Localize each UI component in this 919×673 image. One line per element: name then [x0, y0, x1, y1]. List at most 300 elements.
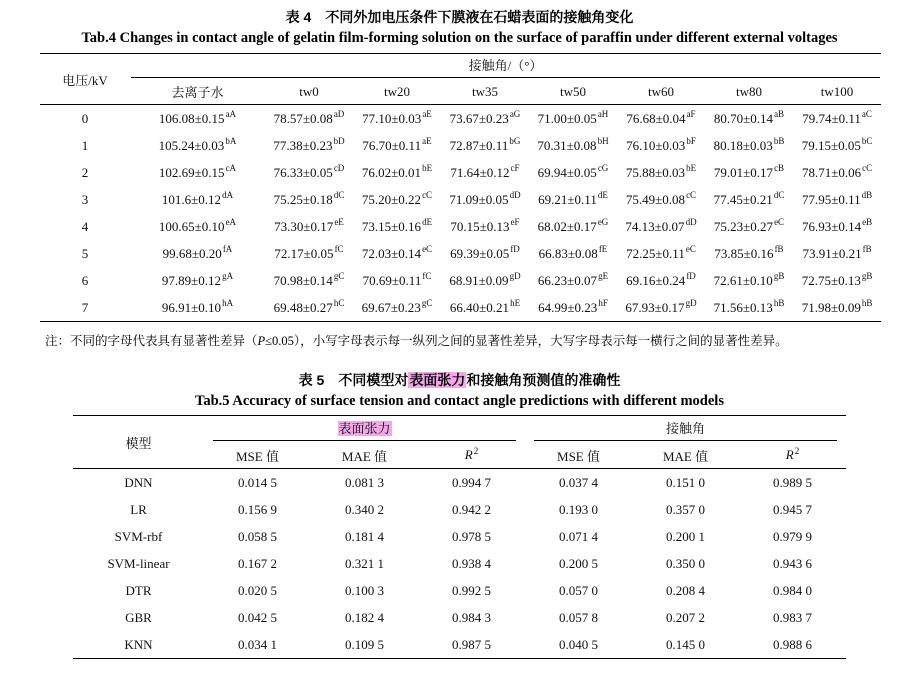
table5-body	[73, 469, 846, 659]
significance-superscript: hE	[510, 298, 521, 309]
angle-value: 72.03±0.14	[361, 245, 422, 261]
table4-group-header-row	[40, 54, 881, 80]
significance-superscript: cC	[862, 163, 873, 174]
metric-value-cell: 0.938 4	[452, 555, 491, 571]
table5-title-zh-prefix: 表 5 不同模型对	[298, 372, 409, 388]
significance-superscript: dC	[333, 190, 345, 201]
angle-value: 79.01±0.17	[713, 164, 774, 180]
voltage-cell: 4	[81, 218, 89, 234]
table4-column-header-tw20: tw20	[353, 79, 441, 105]
angle-value-cell	[441, 159, 529, 186]
voltage-cell: 2	[81, 164, 89, 180]
significance-superscript: aE	[422, 109, 432, 120]
table4	[40, 53, 881, 322]
table5-row	[73, 469, 846, 497]
significance-superscript: cD	[333, 163, 345, 174]
angle-value-cell	[265, 186, 353, 213]
angle-value: 75.20±0.22	[361, 191, 422, 207]
metric-header-mse-ca: MSE 值	[525, 442, 632, 469]
significance-superscript: gB	[861, 271, 873, 282]
angle-value: 70.15±0.13	[450, 218, 510, 234]
significance-superscript: gD	[509, 271, 521, 282]
angle-value-cell	[617, 213, 705, 240]
angle-value: 70.98±0.14	[273, 272, 333, 288]
metric-header-r2-ca	[739, 442, 846, 469]
angle-value: 75.88±0.03	[625, 164, 686, 180]
metric-value-cell: 0.151 0	[666, 474, 706, 490]
r-symbol: R	[785, 447, 794, 462]
angle-value: 66.83±0.08	[538, 245, 598, 261]
metric-value-cell: 0.193 0	[559, 501, 599, 517]
significance-superscript: fC	[422, 271, 432, 282]
metric-value-cell: 0.350 0	[666, 555, 706, 571]
angle-value-cell	[705, 105, 793, 133]
metric-value-cell: 0.020 5	[238, 582, 277, 598]
angle-value-cell	[793, 186, 881, 213]
angle-value-cell	[793, 132, 881, 159]
table4-row	[40, 105, 881, 133]
significance-superscript: hB	[861, 298, 873, 309]
metric-value-cell: 0.145 0	[666, 636, 706, 652]
angle-value: 69.39±0.05	[450, 245, 510, 261]
angle-value: 77.45±0.21	[713, 191, 773, 207]
metric-value-cell: 0.983 7	[773, 609, 813, 625]
angle-value: 76.33±0.05	[273, 164, 333, 180]
voltage-cell: 6	[81, 272, 89, 288]
table4-note	[45, 332, 919, 350]
metric-value-cell: 0.100 3	[345, 582, 384, 598]
table5-row	[73, 523, 846, 550]
angle-value-cell	[617, 267, 705, 294]
angle-value-cell	[705, 240, 793, 267]
angle-value-cell	[265, 159, 353, 186]
significance-superscript: aA	[225, 109, 237, 120]
angle-value-cell	[441, 105, 529, 133]
angle-value: 100.65±0.10	[158, 218, 225, 234]
table4-row	[40, 132, 881, 159]
significance-superscript: eE	[334, 217, 344, 228]
angle-value-cell	[705, 294, 793, 322]
angle-value: 102.69±0.15	[158, 164, 225, 180]
significance-superscript: eG	[597, 217, 609, 228]
angle-value-cell	[705, 186, 793, 213]
metric-header-r2-st	[418, 442, 525, 469]
metric-value-cell: 0.984 3	[452, 609, 491, 625]
angle-value-cell	[617, 132, 705, 159]
significance-superscript: aH	[597, 109, 609, 120]
angle-value-cell	[130, 159, 265, 186]
table4-row	[40, 213, 881, 240]
angle-value: 101.6±0.12	[161, 191, 222, 207]
angle-value-cell	[529, 132, 617, 159]
table5-row	[73, 496, 846, 523]
voltage-cell: 7	[81, 299, 89, 315]
angle-value-cell	[353, 159, 441, 186]
table4-row	[40, 159, 881, 186]
table5-row	[73, 550, 846, 577]
angle-value: 68.91±0.09	[449, 272, 509, 288]
angle-value: 69.67±0.23	[361, 299, 421, 315]
angle-value-cell	[705, 267, 793, 294]
angle-value-cell	[617, 159, 705, 186]
table4-title-zh: 表 4 不同外加电压条件下膜液在石蜡表面的接触角变化	[285, 9, 634, 25]
angle-value-cell	[617, 240, 705, 267]
significance-superscript: cG	[597, 163, 609, 174]
significance-superscript: bA	[225, 136, 237, 147]
table4-note-text: 注：不同的字母代表具有显著性差异（	[45, 334, 258, 348]
metric-value-cell: 0.979 9	[773, 528, 813, 544]
significance-superscript: aF	[686, 109, 696, 120]
angle-value-cell	[265, 132, 353, 159]
model-cell: LR	[130, 501, 147, 517]
angle-value: 97.89±0.12	[161, 272, 222, 288]
table5-group-surface-tension-cell	[204, 416, 525, 443]
metric-value-cell: 0.994 7	[452, 474, 491, 490]
significance-superscript: bG	[509, 136, 521, 147]
angle-value-cell	[353, 240, 441, 267]
metric-value-cell: 0.057 0	[559, 582, 599, 598]
angle-value-cell	[353, 294, 441, 322]
table4-column-header-deionized-water: 去离子水	[130, 79, 265, 105]
angle-value-cell	[529, 267, 617, 294]
angle-value-cell	[265, 105, 353, 133]
angle-value: 69.16±0.24	[626, 272, 686, 288]
table5-title-zh	[0, 363, 919, 390]
metric-value-cell: 0.989 5	[773, 474, 813, 490]
table4-column-header-tw100: tw100	[793, 79, 881, 105]
significance-superscript: bF	[686, 136, 696, 147]
significance-superscript: eF	[510, 217, 520, 228]
metric-value-cell: 0.037 4	[559, 474, 599, 490]
model-cell: DNN	[124, 474, 153, 490]
significance-superscript: fE	[598, 244, 608, 255]
angle-value: 71.09±0.05	[449, 191, 509, 207]
significance-superscript: dE	[597, 190, 608, 201]
model-cell: KNN	[124, 636, 153, 652]
angle-value: 77.38±0.23	[273, 137, 333, 153]
angle-value: 69.48±0.27	[273, 299, 333, 315]
model-cell: GBR	[125, 609, 152, 625]
angle-value: 67.93±0.17	[625, 299, 685, 315]
angle-value: 76.93±0.14	[801, 218, 862, 234]
significance-superscript: aB	[774, 109, 785, 120]
significance-superscript: eC	[422, 244, 433, 255]
significance-superscript: cC	[686, 190, 697, 201]
metric-value-cell: 0.167 2	[238, 555, 277, 571]
table4-note-text-cont: ≤0.05），小写字母表示每一纵列之间的显著性差异，大写字母表示每一横行之间的显著性差异。	[265, 334, 788, 348]
significance-superscript: fD	[686, 271, 696, 282]
angle-value-cell	[529, 294, 617, 322]
metric-value-cell: 0.182 4	[345, 609, 384, 625]
angle-value: 76.68±0.04	[626, 110, 686, 126]
significance-superscript: aC	[861, 109, 872, 120]
table4-voltage-header: 电压/kV	[40, 54, 130, 105]
angle-value: 68.02±0.17	[537, 218, 597, 234]
angle-value-cell	[265, 240, 353, 267]
table5-group-contact-angle-cell	[525, 416, 846, 443]
table4-column-header-tw35: tw35	[441, 79, 529, 105]
significance-superscript: fC	[334, 244, 344, 255]
table4-body	[40, 105, 881, 322]
angle-value: 69.21±0.11	[538, 191, 597, 207]
significance-superscript: dD	[685, 217, 697, 228]
metric-value-cell: 0.181 4	[345, 528, 384, 544]
angle-value-cell	[353, 186, 441, 213]
table4-column-header-tw0: tw0	[265, 79, 353, 105]
angle-value-cell	[353, 267, 441, 294]
angle-value: 64.99±0.23	[538, 299, 598, 315]
significance-superscript: eC	[685, 244, 696, 255]
table4-row	[40, 294, 881, 322]
significance-superscript: dC	[773, 190, 785, 201]
angle-value: 69.94±0.05	[537, 164, 597, 180]
significance-superscript: cF	[510, 163, 520, 174]
angle-value-cell	[441, 213, 529, 240]
significance-superscript: eB	[862, 217, 873, 228]
metric-value-cell: 0.340 2	[345, 501, 384, 517]
angle-value: 78.57±0.08	[273, 110, 333, 126]
significance-superscript: gC	[421, 298, 433, 309]
angle-value-cell	[705, 132, 793, 159]
angle-value-cell	[529, 159, 617, 186]
significance-superscript: hA	[222, 298, 234, 309]
angle-value-cell	[441, 186, 529, 213]
table4-row	[40, 240, 881, 267]
angle-value-cell	[265, 294, 353, 322]
table4-column-header-tw50: tw50	[529, 79, 617, 105]
metric-value-cell: 0.978 5	[452, 528, 491, 544]
table4-row	[40, 267, 881, 294]
angle-value-cell	[353, 132, 441, 159]
table5-row	[73, 604, 846, 631]
angle-value: 72.87±0.11	[449, 137, 509, 153]
metric-header-mae-st: MAE 值	[311, 442, 418, 469]
angle-value: 66.23±0.07	[537, 272, 598, 288]
significance-superscript: dB	[861, 190, 873, 201]
angle-value-cell	[441, 294, 529, 322]
significance-superscript: aE	[422, 136, 432, 147]
significance-superscript: aG	[509, 109, 521, 120]
metric-value-cell: 0.057 8	[559, 609, 599, 625]
metric-value-cell: 0.984 0	[773, 582, 813, 598]
metric-value-cell: 0.321 1	[345, 555, 384, 571]
angle-value-cell	[705, 159, 793, 186]
angle-value: 106.08±0.15	[158, 110, 225, 126]
significance-superscript: gB	[773, 271, 785, 282]
significance-superscript: fA	[222, 244, 233, 255]
significance-superscript: aD	[333, 109, 345, 120]
table5-group-contact-angle: 接触角	[534, 418, 837, 441]
angle-value: 71.00±0.05	[537, 110, 597, 126]
angle-value-cell	[265, 267, 353, 294]
angle-value: 77.10±0.03	[362, 110, 422, 126]
angle-value: 79.74±0.11	[802, 110, 861, 126]
table5-row	[73, 631, 846, 659]
significance-superscript: cC	[422, 190, 433, 201]
table4-note-p-symbol: P	[257, 334, 266, 348]
significance-superscript: bB	[773, 136, 785, 147]
significance-superscript: eA	[225, 217, 237, 228]
angle-value: 74.13±0.07	[625, 218, 685, 234]
table5-model-header: 模型	[73, 416, 204, 469]
metric-value-cell: 0.943 6	[773, 555, 813, 571]
significance-superscript: fB	[774, 244, 784, 255]
angle-value-cell	[130, 267, 265, 294]
angle-value: 70.31±0.08	[537, 137, 597, 153]
voltage-cell: 5	[81, 245, 89, 261]
angle-value-cell	[529, 240, 617, 267]
angle-value-cell	[529, 186, 617, 213]
angle-value-cell	[353, 213, 441, 240]
angle-value: 73.30±0.17	[274, 218, 334, 234]
angle-value: 71.56±0.13	[713, 299, 773, 315]
angle-value-cell	[130, 213, 265, 240]
table5-title-zh-suffix: 和接触角预测值的准确性	[466, 372, 621, 388]
angle-value: 75.23±0.27	[713, 218, 774, 234]
table4-row	[40, 186, 881, 213]
angle-value-cell	[793, 105, 881, 133]
significance-superscript: dA	[222, 190, 234, 201]
metric-value-cell: 0.109 5	[345, 636, 384, 652]
angle-value-cell	[793, 213, 881, 240]
angle-value: 72.25±0.11	[626, 245, 685, 261]
significance-superscript: gD	[685, 298, 697, 309]
angle-value-cell	[529, 213, 617, 240]
metric-value-cell: 0.156 9	[238, 501, 277, 517]
angle-value-cell	[441, 267, 529, 294]
table5-group-header-row	[73, 416, 846, 443]
r2-superscript: 2	[473, 445, 479, 456]
metric-value-cell: 0.034 1	[238, 636, 277, 652]
angle-value: 73.15±0.16	[361, 218, 422, 234]
angle-value: 73.67±0.23	[449, 110, 509, 126]
angle-value: 96.91±0.10	[161, 299, 222, 315]
table5-group-surface-tension	[213, 418, 516, 441]
metric-value-cell: 0.945 7	[773, 501, 813, 517]
angle-value: 105.24±0.03	[158, 137, 225, 153]
angle-value: 99.68±0.20	[162, 245, 222, 261]
metric-value-cell: 0.987 5	[452, 636, 491, 652]
angle-value-cell	[529, 105, 617, 133]
angle-value: 71.98±0.09	[801, 299, 861, 315]
angle-value: 75.25±0.18	[273, 191, 333, 207]
angle-value-cell	[793, 240, 881, 267]
angle-value: 73.85±0.16	[714, 245, 774, 261]
significance-superscript: eC	[774, 217, 785, 228]
significance-superscript: hB	[773, 298, 785, 309]
metric-header-mae-ca: MAE 值	[632, 442, 739, 469]
significance-superscript: bE	[686, 163, 697, 174]
angle-value: 76.70±0.11	[362, 137, 422, 153]
angle-value: 72.75±0.13	[801, 272, 861, 288]
significance-superscript: bD	[333, 136, 345, 147]
angle-value: 79.15±0.05	[801, 137, 861, 153]
table4-angle-group-header: 接触角/（°）	[131, 55, 880, 78]
angle-value-cell	[441, 132, 529, 159]
metric-value-cell: 0.200 5	[559, 555, 599, 571]
angle-value: 66.40±0.21	[449, 299, 510, 315]
significance-superscript: fD	[510, 244, 520, 255]
angle-value-cell	[793, 294, 881, 322]
table4-subheader-row	[40, 79, 881, 105]
metric-value-cell: 0.208 4	[666, 582, 706, 598]
angle-value-cell	[441, 240, 529, 267]
r-symbol: R	[464, 447, 473, 462]
significance-superscript: hF	[598, 298, 608, 309]
table5-title-en: Tab.5 Accuracy of surface tension and contact angle predictions with different models	[195, 393, 724, 409]
metric-value-cell: 0.040 5	[559, 636, 599, 652]
angle-value-cell	[705, 213, 793, 240]
model-cell: DTR	[125, 582, 152, 598]
significance-superscript: hC	[333, 298, 345, 309]
angle-value-cell	[617, 105, 705, 133]
metric-value-cell: 0.058 5	[238, 528, 277, 544]
angle-value-cell	[130, 132, 265, 159]
angle-value: 75.49±0.08	[625, 191, 686, 207]
significance-superscript: cB	[774, 163, 785, 174]
metric-value-cell: 0.992 5	[452, 582, 491, 598]
metric-value-cell: 0.071 4	[559, 528, 599, 544]
angle-value: 80.18±0.03	[713, 137, 773, 153]
metric-value-cell: 0.200 1	[666, 528, 706, 544]
metric-value-cell: 0.014 5	[238, 474, 277, 490]
metric-value-cell: 0.207 2	[666, 609, 706, 625]
model-cell: SVM-linear	[107, 555, 170, 571]
metric-header-mse-st: MSE 值	[204, 442, 311, 469]
metric-value-cell: 0.042 5	[238, 609, 277, 625]
significance-superscript: fB	[862, 244, 872, 255]
angle-value-cell	[793, 267, 881, 294]
metric-value-cell: 0.081 3	[345, 474, 384, 490]
angle-value: 72.61±0.10	[713, 272, 773, 288]
angle-value: 70.69±0.11	[362, 272, 422, 288]
angle-value-cell	[265, 213, 353, 240]
voltage-cell: 3	[81, 191, 89, 207]
metric-value-cell: 0.942 2	[452, 501, 491, 517]
voltage-cell: 0	[81, 110, 89, 126]
surface-tension-highlight: 表面张力	[338, 420, 391, 436]
voltage-cell: 1	[81, 137, 89, 153]
angle-value: 72.17±0.05	[274, 245, 334, 261]
significance-superscript: dE	[422, 217, 433, 228]
angle-value-cell	[130, 105, 265, 133]
table4-angle-group-header-cell	[130, 54, 881, 80]
significance-superscript: bE	[422, 163, 433, 174]
angle-value-cell	[353, 105, 441, 133]
significance-superscript: gA	[222, 271, 234, 282]
r2-superscript: 2	[794, 445, 800, 456]
angle-value-cell	[130, 294, 265, 322]
significance-superscript: bH	[597, 136, 609, 147]
angle-value: 78.71±0.06	[801, 164, 862, 180]
significance-superscript: bC	[861, 136, 873, 147]
angle-value: 76.10±0.03	[626, 137, 686, 153]
angle-value-cell	[130, 186, 265, 213]
angle-value: 80.70±0.14	[713, 110, 774, 126]
metric-value-cell: 0.357 0	[666, 501, 706, 517]
angle-value: 73.91±0.21	[802, 245, 862, 261]
table4-column-header-tw80: tw80	[705, 79, 793, 105]
significance-superscript: cA	[225, 163, 237, 174]
angle-value-cell	[617, 294, 705, 322]
metric-value-cell: 0.988 6	[773, 636, 813, 652]
table4-title-en: Tab.4 Changes in contact angle of gelatin film-forming solution on the surface of paraffin under different external voltages	[81, 30, 838, 46]
angle-value-cell	[617, 186, 705, 213]
table5-row	[73, 577, 846, 604]
table4-column-header-tw60: tw60	[617, 79, 705, 105]
angle-value-cell	[793, 159, 881, 186]
angle-value: 77.95±0.11	[801, 191, 861, 207]
